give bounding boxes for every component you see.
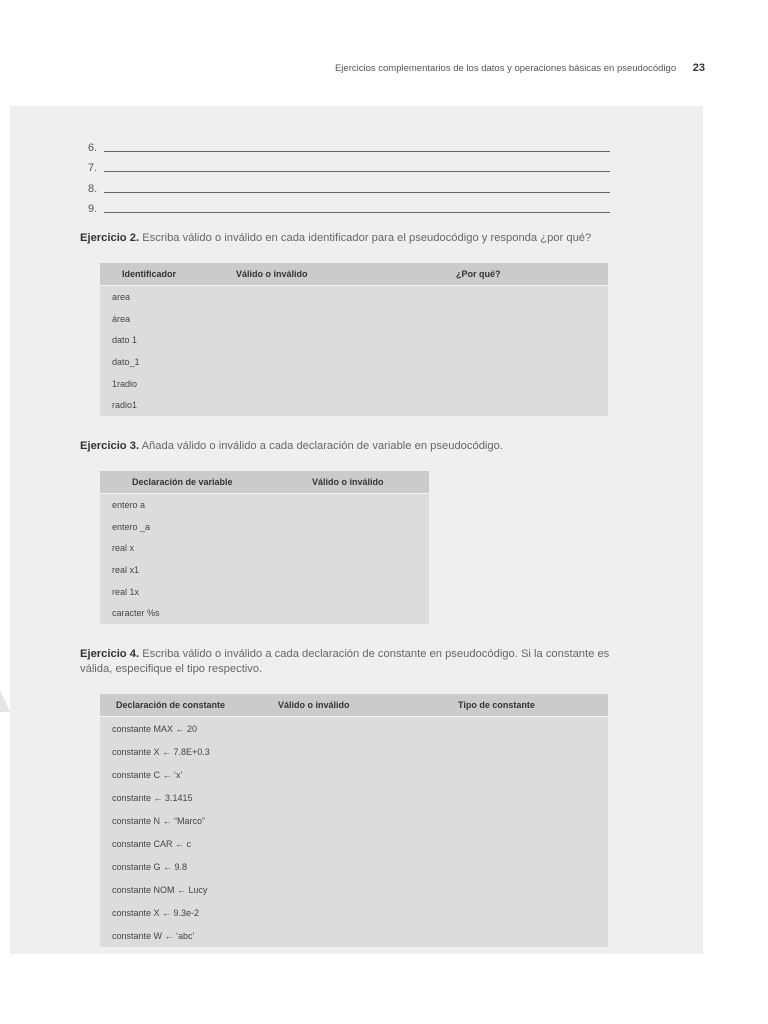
answer-cell[interactable] [312, 494, 429, 516]
type-cell[interactable] [458, 717, 608, 741]
answer-cell[interactable] [312, 602, 429, 624]
answer-cell[interactable] [278, 832, 458, 855]
answer-cell[interactable] [278, 809, 458, 832]
table-row [100, 855, 608, 878]
column-header: Válido o inválido [236, 263, 456, 286]
table-header-row [100, 471, 429, 494]
answer-cell[interactable] [236, 329, 456, 351]
declaration-cell: caracter %s [112, 608, 160, 619]
table-row [100, 878, 608, 901]
answer-line [88, 195, 610, 216]
table-row [100, 559, 429, 581]
identifier-cell: dato_1 [112, 356, 140, 367]
answer-line [88, 133, 610, 154]
blank-rule [104, 204, 610, 213]
column-header: Declaración de variable [100, 471, 312, 494]
reason-cell[interactable] [456, 394, 608, 416]
type-cell[interactable] [458, 786, 608, 809]
type-cell[interactable] [458, 740, 608, 763]
type-cell[interactable] [458, 901, 608, 924]
blank-rule [104, 143, 610, 152]
line-number: 9. [88, 203, 98, 215]
answer-cell[interactable] [236, 351, 456, 373]
column-header: Tipo de constante [458, 694, 608, 717]
column-header: Declaración de constante [100, 694, 278, 717]
table-header-row [100, 694, 608, 717]
exercise2-text: Escriba válido o inválido en cada identificador para el pseudocódigo y responda ¿por qué? [142, 232, 592, 244]
table-row [100, 763, 608, 786]
table-row [100, 516, 429, 538]
type-cell[interactable] [458, 763, 608, 786]
table-row [100, 740, 608, 763]
declaration-cell: constante X ← 9.3e-2 [112, 907, 200, 918]
declaration-cell: entero _a [112, 521, 151, 532]
answer-cell[interactable] [312, 581, 429, 603]
exercise3-text: Añada válido o inválido a cada declaración de variable en pseudocódigo. [141, 440, 503, 452]
variable-declaration-table [100, 471, 429, 624]
table-row [100, 351, 608, 373]
table-row [100, 494, 429, 516]
reason-cell[interactable] [456, 373, 608, 395]
exercise3-label: Ejercicio 3. [80, 440, 140, 452]
answer-lines [88, 133, 610, 215]
table-header-row [100, 263, 608, 286]
exercise4-label: Ejercicio 4. [80, 648, 140, 660]
exercise4-text: Escriba válido o inválido a cada declaración de constante en pseudocódigo. Si la constante es válida, especifique el tipo respectivo. [80, 648, 610, 675]
identifier-cell: radio1 [112, 400, 138, 411]
table-row [100, 286, 608, 308]
exercise2-label: Ejercicio 2. [80, 232, 140, 244]
column-header: Válido o inválido [312, 471, 429, 494]
answer-cell[interactable] [312, 537, 429, 559]
identifier-cell: 1radio [112, 378, 138, 389]
table-row [100, 394, 608, 416]
table-row [100, 581, 429, 603]
declaration-cell: real x1 [112, 564, 140, 575]
table-row [100, 924, 608, 947]
table-row [100, 717, 608, 741]
answer-cell[interactable] [278, 740, 458, 763]
reason-cell[interactable] [456, 286, 608, 308]
declaration-cell: entero a [112, 499, 146, 510]
answer-cell[interactable] [236, 394, 456, 416]
line-number: 6. [88, 141, 98, 154]
exercise3-prompt [80, 439, 640, 454]
running-title: Ejercicios complementarios de los datos y operaciones básicas en pseudocódigo [334, 63, 677, 74]
table-row [100, 901, 608, 924]
answer-cell[interactable] [278, 901, 458, 924]
answer-cell[interactable] [312, 516, 429, 538]
identifier-cell: area [112, 291, 131, 302]
answer-cell[interactable] [278, 924, 458, 947]
answer-cell[interactable] [312, 559, 429, 581]
answer-cell[interactable] [278, 878, 458, 901]
page-number: 23 [692, 62, 705, 74]
declaration-cell: constante X ← 7.8E+0.3 [112, 746, 210, 757]
reason-cell[interactable] [456, 351, 608, 373]
reason-cell[interactable] [456, 308, 608, 330]
constant-declaration-table [100, 694, 608, 947]
answer-cell[interactable] [236, 373, 456, 395]
panel-corner-decoration [0, 690, 10, 712]
answer-cell[interactable] [278, 717, 458, 741]
blank-rule [104, 184, 610, 193]
type-cell[interactable] [458, 855, 608, 878]
table-row [100, 308, 608, 330]
declaration-cell: constante NOM ← Lucy [112, 884, 208, 895]
table-row [100, 329, 608, 351]
running-header [250, 62, 705, 74]
reason-cell[interactable] [456, 329, 608, 351]
table-row [100, 537, 429, 559]
type-cell[interactable] [458, 832, 608, 855]
type-cell[interactable] [458, 924, 608, 947]
exercise2-prompt [80, 231, 640, 246]
identifier-cell: área [112, 313, 131, 324]
answer-line [88, 174, 610, 195]
line-number: 7. [88, 162, 98, 174]
declaration-cell: constante MAX ← 20 [112, 723, 198, 734]
declaration-cell: constante W ← ‘abc’ [112, 930, 195, 941]
table-row [100, 809, 608, 832]
declaration-cell: constante G ← 9.8 [112, 861, 188, 872]
table-row [100, 373, 608, 395]
type-cell[interactable] [458, 809, 608, 832]
declaration-cell: constante ← 3.1415 [112, 792, 193, 803]
declaration-cell: constante N ← “Marco” [112, 815, 206, 826]
answer-cell[interactable] [236, 308, 456, 330]
blank-rule [104, 163, 610, 172]
table-row [100, 786, 608, 809]
answer-cell[interactable] [278, 786, 458, 809]
column-header: ¿Por qué? [456, 263, 608, 286]
answer-cell[interactable] [236, 286, 456, 308]
answer-line [88, 154, 610, 175]
exercise4-prompt [80, 647, 640, 677]
column-header: Identificador [100, 263, 236, 286]
line-number: 8. [88, 182, 98, 195]
declaration-cell: real x [112, 543, 135, 554]
declaration-cell: real 1x [112, 586, 140, 597]
table-row [100, 602, 429, 624]
column-header: Válido o inválido [278, 694, 458, 717]
type-cell[interactable] [458, 878, 608, 901]
declaration-cell: constante C ← ‘x’ [112, 769, 183, 780]
declaration-cell: constante CAR ← c [112, 838, 192, 849]
identifier-cell: dato 1 [112, 335, 138, 346]
answer-cell[interactable] [278, 763, 458, 786]
answer-cell[interactable] [278, 855, 458, 878]
table-row [100, 832, 608, 855]
identifier-table [100, 263, 608, 416]
